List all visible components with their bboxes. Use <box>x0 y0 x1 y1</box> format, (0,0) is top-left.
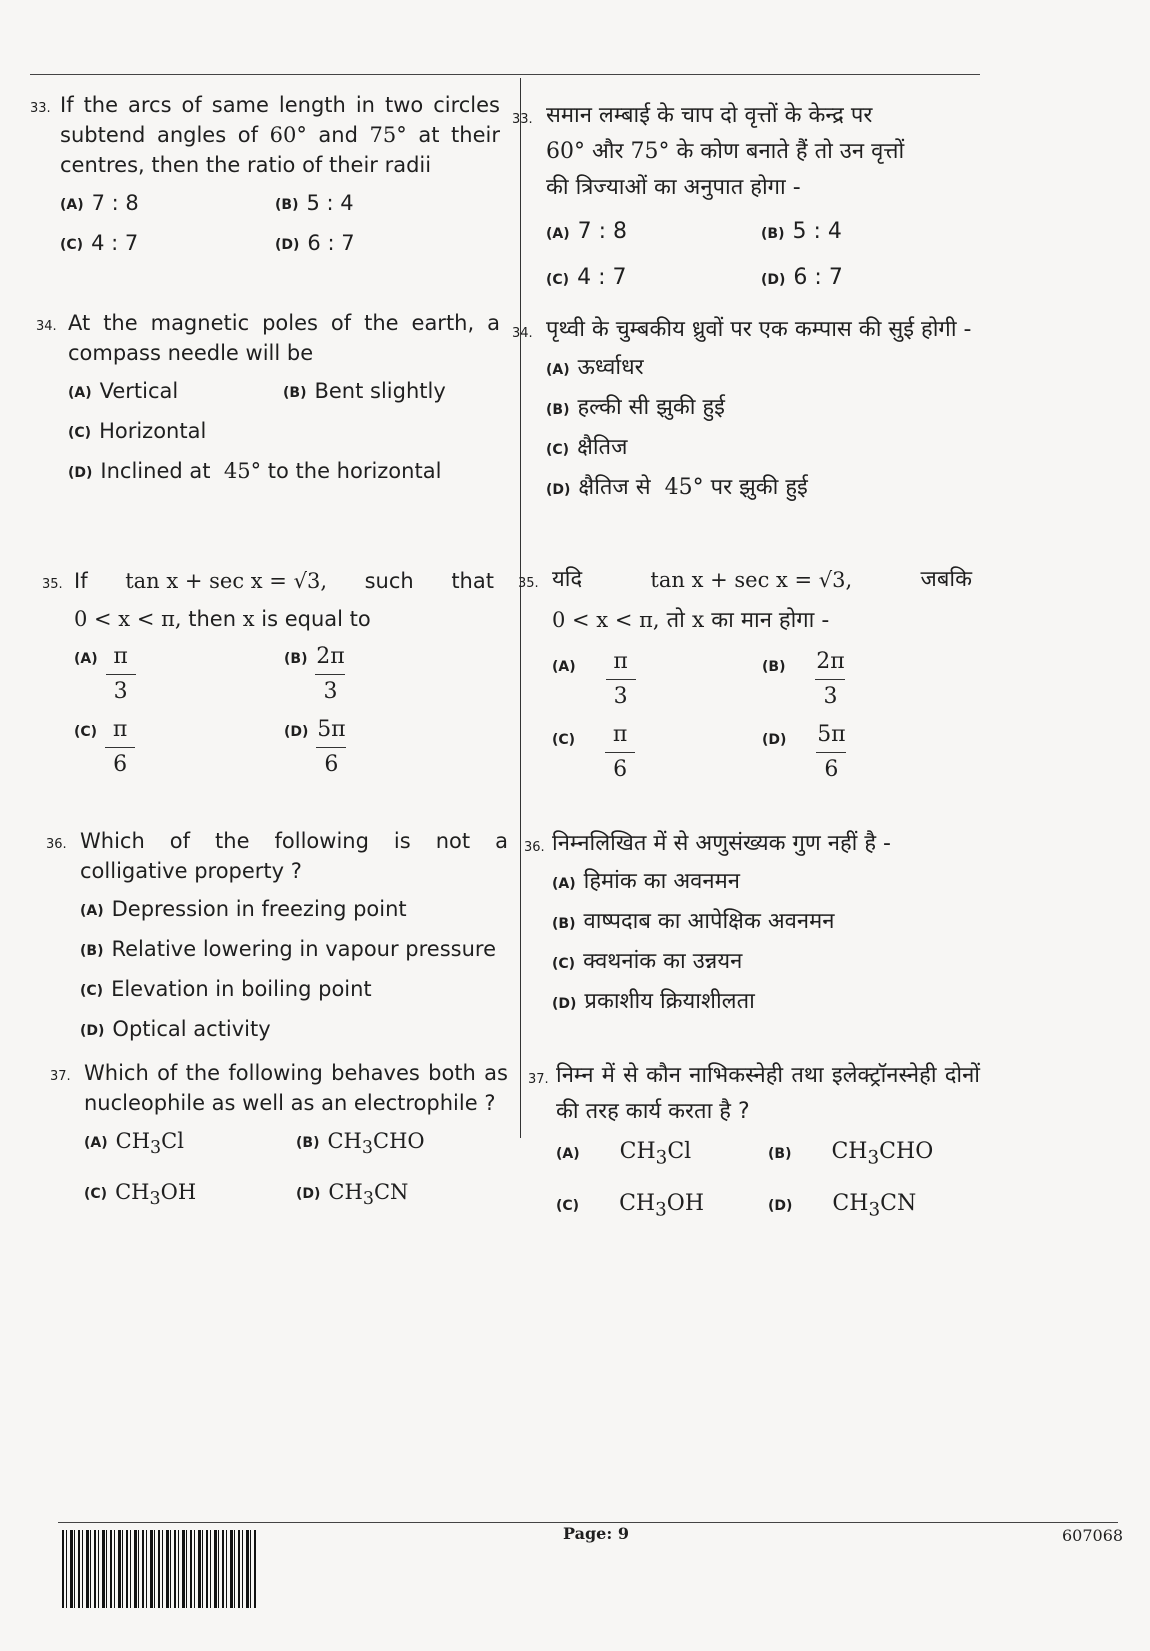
option-c[interactable]: (C) Horizontal <box>68 419 207 443</box>
option-a[interactable]: (A) ऊर्ध्वाधर <box>546 355 644 380</box>
option-b[interactable]: (B) $\frac{2\pi}{3}$ <box>762 649 845 709</box>
question-number: 36. <box>524 840 545 855</box>
question-text: निम्नलिखित में से अणुसंख्यक गुण नहीं है - <box>552 831 891 856</box>
option-c[interactable]: (C) Elevation in boiling point <box>80 977 372 1001</box>
option-c[interactable]: (C) $\frac{\pi}{6}$ <box>552 720 762 785</box>
question-number: 37. <box>50 1069 71 1084</box>
option-a[interactable]: (A) $CH_3Cl$ <box>556 1139 692 1169</box>
option-b[interactable]: (B) Bent slightly <box>283 379 446 403</box>
option-a[interactable]: (A) $\frac{\pi}{3}$ <box>552 647 762 712</box>
question-34-hi <box>512 312 980 508</box>
option-a[interactable]: (A) 7 : 8 <box>60 191 139 215</box>
question-number: 35. <box>518 576 539 591</box>
question-text: समान लम्बाई के चाप दो वृत्तों के केन्द्र पर 60° और 75° के कोण बनाते हैं तो उन वृत्तों की त्रिज्याओं का अनुपात होगा - <box>546 103 905 200</box>
option-b[interactable]: (B) $\frac{2\pi}{3}$ <box>284 644 345 704</box>
paper-code: 607068 <box>1062 1526 1124 1545</box>
option-d[interactable]: (D) 6 : 7 <box>275 231 355 255</box>
option-b[interactable]: (B) $CH_3CHO$ <box>296 1129 425 1159</box>
option-b[interactable]: (B) 5 : 4 <box>275 191 354 215</box>
option-c[interactable]: (C) $CH_3OH$ <box>84 1180 197 1210</box>
option-a[interactable]: (A) $\frac{\pi}{3}$ <box>74 642 284 707</box>
option-d[interactable]: (D) $\frac{5\pi}{6}$ <box>762 722 846 782</box>
question-36-en <box>46 826 508 1046</box>
question-text: Which of the following is not a colligative property ? <box>80 829 508 883</box>
option-a[interactable]: (A) $CH_3Cl$ <box>84 1129 184 1159</box>
question-number: 33. <box>512 112 533 127</box>
question-text: पृथ्वी के चुम्बकीय ध्रुवों पर एक कम्पास की सुई होगी - <box>546 317 972 342</box>
question-number: 33. <box>30 101 51 116</box>
question-text: If the arcs of same length in two circles subtend angles of 60° and 75° at their centres, then the ratio of their radii <box>60 93 500 177</box>
question-text: At the magnetic poles of the earth, a compass needle will be <box>68 311 500 365</box>
option-d[interactable]: (D) $CH_3CN$ <box>768 1191 917 1221</box>
option-c[interactable]: (C) 4 : 7 <box>546 265 627 290</box>
option-b[interactable]: (B) 5 : 4 <box>761 219 842 244</box>
option-d[interactable]: (D) 6 : 7 <box>761 265 843 290</box>
top-rule <box>30 74 980 75</box>
question-number: 34. <box>36 319 57 334</box>
question-number: 37. <box>528 1072 549 1087</box>
option-c[interactable]: (C) क्वथनांक का उन्नयन <box>552 949 743 974</box>
option-a[interactable]: (A) हिमांक का अवनमन <box>552 869 740 894</box>
question-37-hi <box>528 1058 980 1229</box>
barcode <box>62 1530 257 1608</box>
option-d[interactable]: (D) $CH_3CN$ <box>296 1180 409 1210</box>
option-c[interactable]: (C) 4 : 7 <box>60 231 139 255</box>
question-text: यदि tan x + sec x = √3, जबकि <box>552 567 972 592</box>
option-a[interactable]: (A) Vertical <box>68 379 179 403</box>
question-33-hi <box>512 98 980 298</box>
option-c[interactable]: (C) $CH_3OH$ <box>556 1191 705 1221</box>
question-number: 36. <box>46 837 67 852</box>
footer-rule <box>58 1522 1118 1523</box>
option-d[interactable]: (D) Optical activity <box>80 1017 271 1041</box>
question-37-en <box>50 1058 508 1214</box>
question-text: Which of the following behaves both as nucleophile as well as an electrophile ? <box>84 1061 508 1115</box>
option-d[interactable]: (D) Inclined at 45° to the horizontal <box>68 459 442 483</box>
question-text: If tan x + sec x = √3, such that <box>74 569 494 593</box>
option-c[interactable]: (C) क्षैतिज <box>546 435 628 460</box>
option-a[interactable]: (A) 7 : 8 <box>546 219 628 244</box>
option-c[interactable]: (C) $\frac{\pi}{6}$ <box>74 715 284 780</box>
option-d[interactable]: (D) प्रकाशीय क्रियाशीलता <box>552 989 755 1014</box>
question-35-hi: 35. यदि tan x + sec x = √3, जबकि 0 < x < π, तो x का मान होगा - (A) $\frac{\pi}{3}$ (B) $\frac{2\pi}{3}$ (C) $\frac{\pi}{6}$ (D) $\frac{5\pi}{6}$ <box>552 562 972 785</box>
option-b[interactable]: (B) Relative lowering in vapour pressure <box>80 937 497 961</box>
option-a[interactable]: (A) Depression in freezing point <box>80 897 407 921</box>
question-33-en <box>30 90 500 260</box>
option-d[interactable]: (D) क्षैतिज से 45° पर झुकी हुई <box>546 475 808 500</box>
page-number: Page: 9 <box>563 1524 629 1543</box>
option-b[interactable]: (B) हल्की सी झुकी हुई <box>546 395 725 420</box>
question-number: 35. <box>42 577 63 592</box>
question-34-en <box>36 308 500 488</box>
option-d[interactable]: (D) $\frac{5\pi}{6}$ <box>284 717 346 777</box>
question-36-hi <box>524 826 972 1022</box>
question-text: निम्न में से कौन नाभिकस्नेही तथा इलेक्ट्रॉनस्नेही दोनों की तरह कार्य करता है ? <box>556 1063 980 1124</box>
question-number: 34. <box>512 326 533 341</box>
question-35-en: 35. If tan x + sec x = √3, such that 0 < x < π, then x is equal to (A) $\frac{\pi}{3}$ (B) $\frac{2\pi}{3}$ (C) $\frac{\pi}{6}$ (D) $\frac{5\pi}{6}$ <box>74 566 494 780</box>
option-b[interactable]: (B) $CH_3CHO$ <box>768 1139 934 1169</box>
option-b[interactable]: (B) वाष्पदाब का आपेक्षिक अवनमन <box>552 909 835 934</box>
column-divider <box>520 78 521 1138</box>
